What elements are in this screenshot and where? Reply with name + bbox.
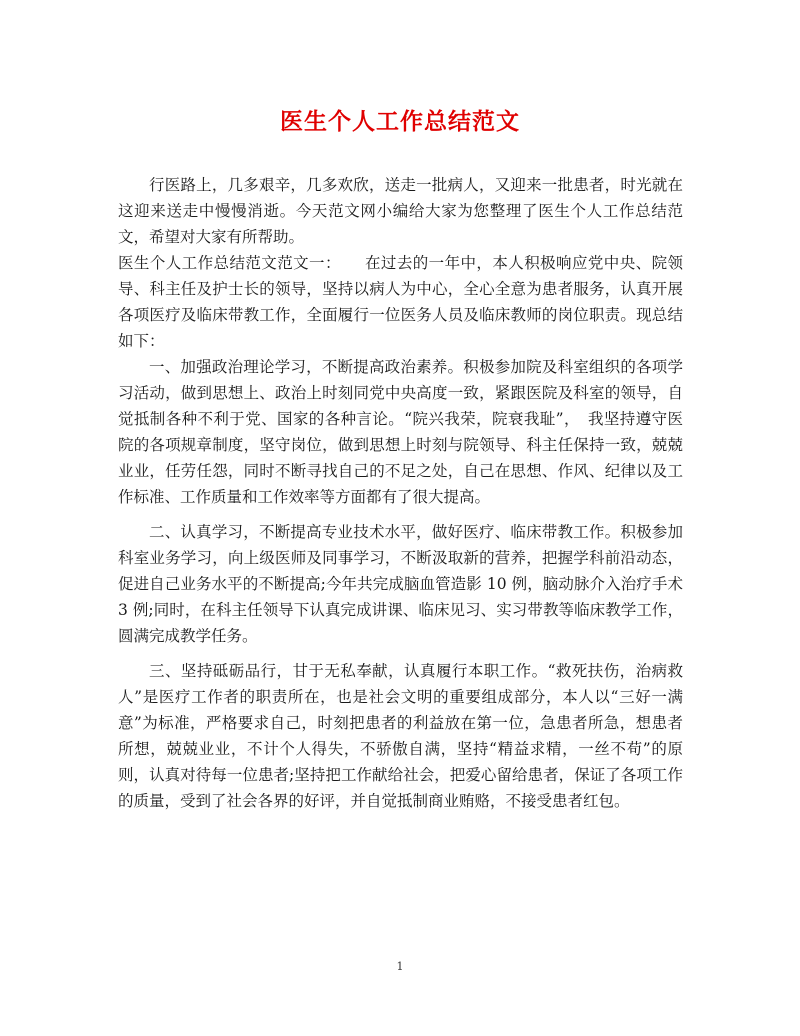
intro-paragraph: 行医路上，几多艰辛，几多欢欣，送走一批病人，又迎来一批患者，时光就在这迎来送走中慢慢消逝。今天范文网小编给大家为您整理了医生个人工作总结范文，希望对大家有所帮助。	[118, 176, 683, 246]
section-two-paragraph: 二、认真学习，不断提高专业技术水平，做好医疗、临床带教工作。积极参加科室业务学习，向上级医师及同事学习，不断汲取新的营养，把握学科前沿动态，促进自己业务水平的不断提高;今年共完成脑血管造影 10 例，脑动脉介入治疗手术 3 例;同时，在科主任领导下认真完成讲课、临床见习、实习带教等临床教学工作，圆满完成教学任务。	[118, 523, 683, 645]
document-body	[118, 172, 683, 814]
section-one-paragraph: 一、加强政治理论学习，不断提高政治素养。积极参加院及科室组织的各项学习活动，做到思想上、政治上时刻同党中央高度一致，紧跟医院及科室的领导，自觉抵制各种不利于党、国家的各种言论。“院兴我荣，院衰我耻”， 我坚持遵守医院的各项规章制度，坚守岗位，做到思想上时刻与院领导、科主任保持一致，兢兢业业，任劳任怨，同时不断寻找自己的不足之处，自己在思想、作风、纪律以及工作标准、工作质量和工作效率等方面都有了很大提高。	[118, 358, 683, 506]
page-number: 1	[396, 960, 404, 973]
section-three-paragraph: 三、坚持砥砺品行，甘于无私奉献，认真履行本职工作。“救死扶伤，治病救人”是医疗工作者的职责所在，也是社会文明的重要组成部分，本人以“三好一满意”为标准，严格要求自己，时刻把患者的利益放在第一位，急患者所急，想患者所想，兢兢业业，不计个人得失，不骄傲自满，坚持“精益求精，一丝不苟”的原则，认真对待每一位患者;坚持把工作献给社会，把爱心留给患者，保证了各项工作的质量，受到了社会各界的好评，并自觉抵制商业贿赂，不接受患者红包。	[118, 662, 683, 810]
sample-one-paragraph: 医生个人工作总结范文范文一： 在过去的一年中，本人积极响应党中央、院领导、科主任及护士长的领导，坚持以病人为中心，全心全意为患者服务，认真开展各项医疗及临床带教工作，全面履行一位医务人员及临床教师的岗位职责。现总结如下：	[118, 254, 683, 350]
document-title: 医生个人工作总结范文	[280, 108, 520, 135]
